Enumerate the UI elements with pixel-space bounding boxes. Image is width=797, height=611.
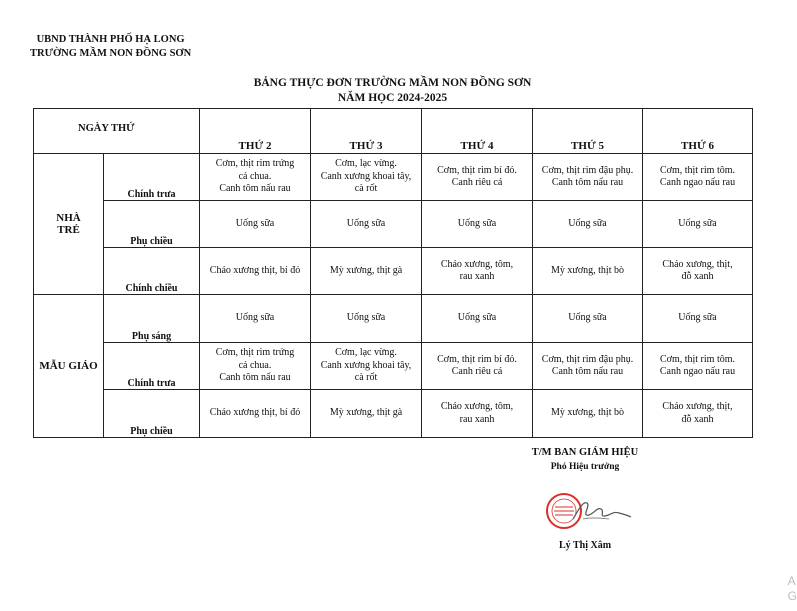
meal-label: Chính trưa — [104, 343, 200, 390]
menu-cell: Mỳ xương, thịt bò — [533, 248, 643, 295]
menu-cell: Uống sữa — [643, 201, 753, 248]
meal-label: Chính trưa — [104, 154, 200, 201]
menu-cell: Cháo xương thịt, bí đỏ — [200, 248, 311, 295]
page-corner-mark: A G — [787, 574, 797, 603]
day-header: THỨ 3 — [311, 109, 422, 154]
school-year: NĂM HỌC 2024-2025 — [337, 92, 448, 104]
group-label-nha-tre: NHÀ TRẺ — [34, 154, 104, 295]
menu-cell: Mỳ xương, thịt gà — [311, 248, 422, 295]
signer-name: Lý Thị Xâm — [558, 540, 612, 551]
day-header: THỨ 5 — [533, 109, 643, 154]
corner-label: NGÀY THỨ — [34, 109, 200, 154]
table-row — [34, 201, 753, 248]
day-header: THỨ 6 — [643, 109, 753, 154]
menu-cell: Uống sữa — [422, 201, 533, 248]
group-label-mau-giao: MẪU GIÁO — [34, 295, 104, 438]
menu-cell: Cơm, thịt rim tôm. Canh ngao nấu rau — [643, 343, 753, 390]
meal-label: Chính chiều — [104, 248, 200, 295]
menu-cell: Uống sữa — [643, 295, 753, 343]
menu-cell: Uống sữa — [533, 295, 643, 343]
table-row — [34, 390, 753, 438]
menu-cell: Cơm, thịt rim bí đỏ. Canh riêu cá — [422, 343, 533, 390]
menu-cell: Cơm, thịt rim trứng cả chua. Canh tôm nấu rau — [200, 343, 311, 390]
menu-cell: Cơm, lạc vừng. Canh xương khoai tây, cà rốt — [311, 154, 422, 201]
meal-label: Phụ chiều — [104, 390, 200, 438]
menu-cell: Cháo xương thịt, bí đỏ — [200, 390, 311, 438]
day-header: THỨ 2 — [200, 109, 311, 154]
menu-cell: Cơm, thịt rim đậu phụ. Canh tôm nấu rau — [533, 154, 643, 201]
menu-cell: Cơm, thịt rim tôm. Canh ngao nấu rau — [643, 154, 753, 201]
meal-label: Phụ sáng — [104, 295, 200, 343]
document-title: BẢNG THỰC ĐƠN TRƯỜNG MẦM NON ĐỒNG SƠN — [253, 77, 532, 89]
official-seal-icon — [543, 491, 633, 531]
signature-role: Phó Hiệu trưởng — [550, 462, 620, 472]
table-row — [34, 343, 753, 390]
menu-cell: Uống sữa — [422, 295, 533, 343]
org-line-1: UBND THÀNH PHỐ HẠ LONG — [36, 34, 185, 45]
organization-header — [30, 33, 191, 61]
day-header: THỨ 4 — [422, 109, 533, 154]
meal-label: Phụ chiều — [104, 201, 200, 248]
menu-cell: Uống sữa — [533, 201, 643, 248]
menu-cell: Mỳ xương, thịt bò — [533, 390, 643, 438]
menu-cell: Cháo xương, tôm, rau xanh — [422, 248, 533, 295]
table-row — [34, 154, 753, 201]
menu-cell: Uống sữa — [200, 295, 311, 343]
org-line-2: TRƯỜNG MẦM NON ĐỒNG SƠN — [30, 48, 192, 59]
menu-cell: Cháo xương, tôm, rau xanh — [422, 390, 533, 438]
menu-cell: Cơm, thịt rim trứng cả chua. Canh tôm nấu rau — [200, 154, 311, 201]
menu-cell: Cơm, thịt rim bí đỏ. Canh riêu cá — [422, 154, 533, 201]
menu-cell: Cháo xương, thịt, đỗ xanh — [643, 248, 753, 295]
menu-cell: Cháo xương, thịt, đỗ xanh — [643, 390, 753, 438]
table-row — [34, 248, 753, 295]
table-row — [34, 295, 753, 343]
menu-cell: Cơm, lạc vừng. Canh xương khoai tây, cà rốt — [311, 343, 422, 390]
signature-title: T/M BAN GIÁM HIỆU — [531, 447, 639, 458]
menu-cell: Mỳ xương, thịt gà — [311, 390, 422, 438]
menu-cell: Uống sữa — [311, 295, 422, 343]
menu-table — [33, 108, 753, 438]
menu-cell: Cơm, thịt rim đậu phụ. Canh tôm nấu rau — [533, 343, 643, 390]
menu-cell: Uống sữa — [311, 201, 422, 248]
menu-cell: Uống sữa — [200, 201, 311, 248]
